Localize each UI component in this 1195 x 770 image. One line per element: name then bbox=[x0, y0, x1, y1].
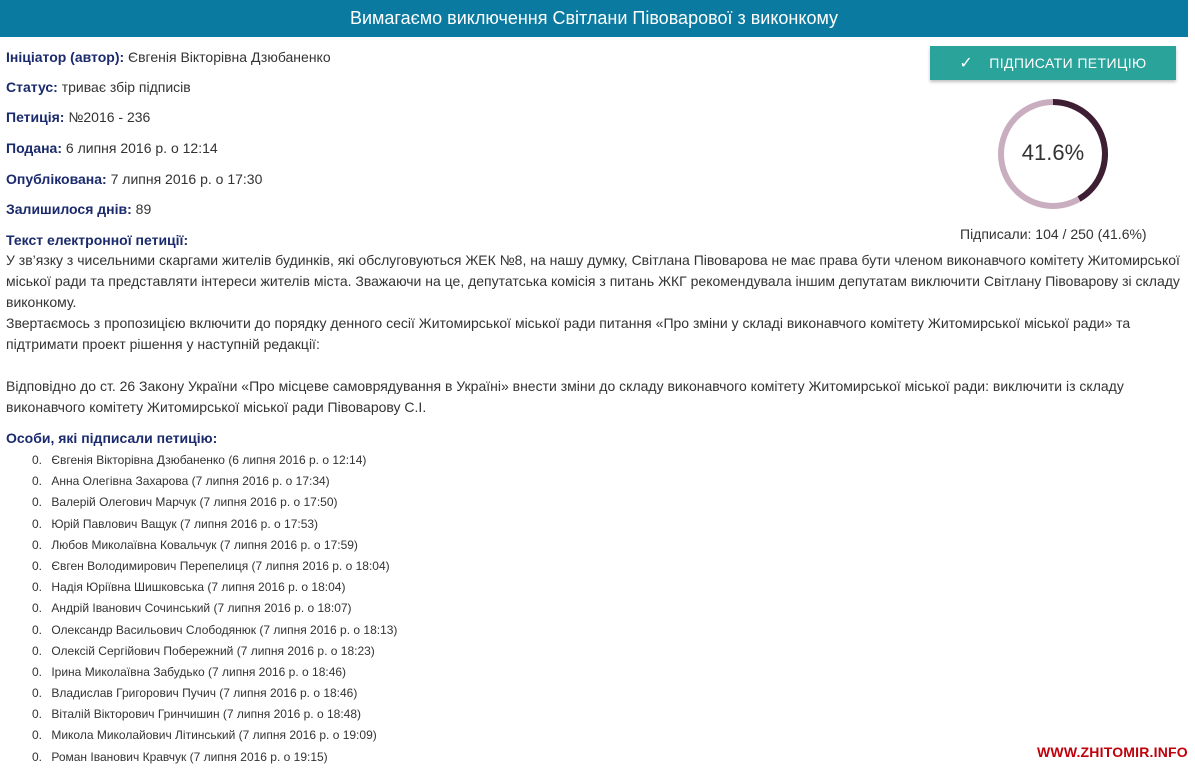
petition-paragraph: Звертаємось з пропозицією включити до порядку денного сесії Житомирської міської ради питання «Про зміни у складі виконавчого комітету Житомирської міської ради» та підтримати проект рішення у наступній редакції: bbox=[6, 315, 1131, 352]
signer-item bbox=[32, 452, 397, 473]
signed-count: Підписали: 104 / 250 (41.6%) bbox=[960, 226, 1147, 242]
signer-item bbox=[32, 622, 397, 643]
signer-name: Ірина Миколаївна Забудько (7 липня 2016 р. о 18:46) bbox=[51, 664, 347, 679]
signers-list bbox=[32, 452, 397, 770]
page-title: Вимагаємо виключення Світлани Півоварової з виконкому bbox=[349, 8, 839, 28]
signer-item bbox=[32, 600, 397, 621]
petition-text-heading: Текст електронної петиції: bbox=[6, 232, 189, 248]
petition-paragraph: Відповідно до ст. 26 Закону України «Про місцеве самоврядування в Україні» внести зміни до складу виконавчого комітету Житомирської міської ради: виключити із складу виконавчого комітету Житомирської міської ради Півоварову С.І. bbox=[6, 378, 1124, 415]
progress-percent: 41.6% bbox=[1021, 140, 1085, 165]
signer-name: Олексій Сергійович Побережний (7 липня 2016 р. о 18:23) bbox=[51, 643, 375, 658]
days-left-label: Залишилося днів: bbox=[6, 201, 132, 217]
petition-text bbox=[6, 250, 1186, 418]
signer-number: 0. bbox=[32, 749, 43, 764]
signer-name: Надія Юріївна Шишковська (7 липня 2016 р. о 18:04) bbox=[51, 580, 346, 595]
submitted-row bbox=[6, 140, 218, 156]
signer-name: Юрій Павлович Ващук (7 липня 2016 р. о 17:53) bbox=[51, 516, 319, 531]
sign-petition-label: ПІДПИСАТИ ПЕТИЦІЮ bbox=[989, 55, 1147, 71]
signer-number: 0. bbox=[32, 580, 43, 595]
status-value: триває збір підписів bbox=[61, 79, 191, 95]
initiator-value: Євгенія Вікторівна Дзюбаненко bbox=[128, 49, 331, 65]
signer-item bbox=[32, 494, 397, 515]
signer-name: Андрій Іванович Сочинський (7 липня 2016 р. о 18:07) bbox=[51, 601, 352, 616]
signer-number: 0. bbox=[32, 474, 43, 489]
signer-item bbox=[32, 643, 397, 664]
signer-item bbox=[32, 664, 397, 685]
petition-paragraph: У зв’язку з чисельними скаргами жителів будинків, які обслуговуються ЖЕК №8, на нашу думку, Світлана Півоварова не має права бути членом виконавчого комітету Житомирської міської ради та представляти інтереси жителів міста. Зважаючи на це, депутатська комісія з питань ЖКГ рекомендувала іншим депутатам виключити Світлану Півоварову зі складу виконкому. bbox=[6, 252, 1180, 310]
signer-item bbox=[32, 516, 397, 537]
published-row bbox=[6, 171, 262, 187]
petition-number-value: №2016 - 236 bbox=[68, 109, 151, 125]
signer-number: 0. bbox=[32, 537, 43, 552]
sign-petition-button[interactable] bbox=[930, 46, 1176, 80]
initiator-row bbox=[6, 49, 331, 65]
signer-name: Олександр Васильович Слободянюк (7 липня 2016 р. о 18:13) bbox=[51, 622, 398, 637]
initiator-label: Ініціатор (автор): bbox=[6, 49, 125, 65]
paragraph-spacer bbox=[6, 355, 1186, 376]
signer-name: Євгенія Вікторівна Дзюбаненко (6 липня 2016 р. о 12:14) bbox=[51, 453, 367, 467]
signer-item bbox=[32, 558, 397, 579]
signer-item bbox=[32, 727, 397, 748]
signer-item bbox=[32, 749, 397, 770]
signer-number: 0. bbox=[32, 707, 43, 722]
submitted-value: 6 липня 2016 р. о 12:14 bbox=[65, 140, 218, 156]
signer-number: 0. bbox=[32, 664, 43, 679]
signer-item bbox=[32, 473, 397, 494]
signer-number: 0. bbox=[32, 686, 43, 701]
signer-number: 0. bbox=[32, 728, 43, 743]
signer-number: 0. bbox=[32, 453, 43, 467]
signer-name: Євген Володимирович Перепелиця (7 липня 2016 р. о 18:04) bbox=[51, 558, 390, 573]
signer-number: 0. bbox=[32, 495, 43, 510]
signer-name: Валерій Олегович Марчук (7 липня 2016 р. о 17:50) bbox=[51, 495, 338, 510]
signer-name: Владислав Григорович Пучич (7 липня 2016 р. о 18:46) bbox=[51, 686, 358, 701]
signer-number: 0. bbox=[32, 643, 43, 658]
days-left-value: 89 bbox=[135, 201, 152, 217]
published-label: Опублікована: bbox=[6, 171, 107, 187]
signer-number: 0. bbox=[32, 516, 43, 531]
petition-number-label: Петиція: bbox=[6, 109, 65, 125]
petition-title-bar bbox=[0, 0, 1188, 37]
check-icon: ✓ bbox=[959, 55, 974, 72]
status-label: Статус: bbox=[6, 79, 58, 95]
signer-name: Анна Олегівна Захарова (7 липня 2016 р. о 17:34) bbox=[51, 474, 330, 489]
petition-number-row bbox=[6, 109, 150, 125]
signer-number: 0. bbox=[32, 622, 43, 637]
signer-name: Любов Миколаївна Ковальчук (7 липня 2016 р. о 17:59) bbox=[51, 537, 358, 552]
signer-item bbox=[32, 706, 397, 727]
signer-number: 0. bbox=[32, 558, 43, 573]
signer-number: 0. bbox=[32, 601, 43, 616]
signer-name: Роман Іванович Кравчук (7 липня 2016 р. о 19:15) bbox=[51, 749, 328, 764]
status-row bbox=[6, 79, 191, 95]
signer-item bbox=[32, 579, 397, 600]
signer-name: Микола Миколайович Літинський (7 липня 2016 р. о 19:09) bbox=[51, 728, 377, 743]
watermark: WWW.ZHITOMIR.INFO bbox=[1037, 744, 1188, 760]
signer-item bbox=[32, 685, 397, 706]
signers-heading: Особи, які підписали петицію: bbox=[6, 430, 218, 446]
submitted-label: Подана: bbox=[6, 140, 63, 156]
signer-name: Віталій Вікторович Гринчишин (7 липня 2016 р. о 18:48) bbox=[51, 707, 361, 722]
days-left-row bbox=[6, 201, 151, 217]
signer-item bbox=[32, 537, 397, 558]
published-value: 7 липня 2016 р. о 17:30 bbox=[110, 171, 263, 187]
